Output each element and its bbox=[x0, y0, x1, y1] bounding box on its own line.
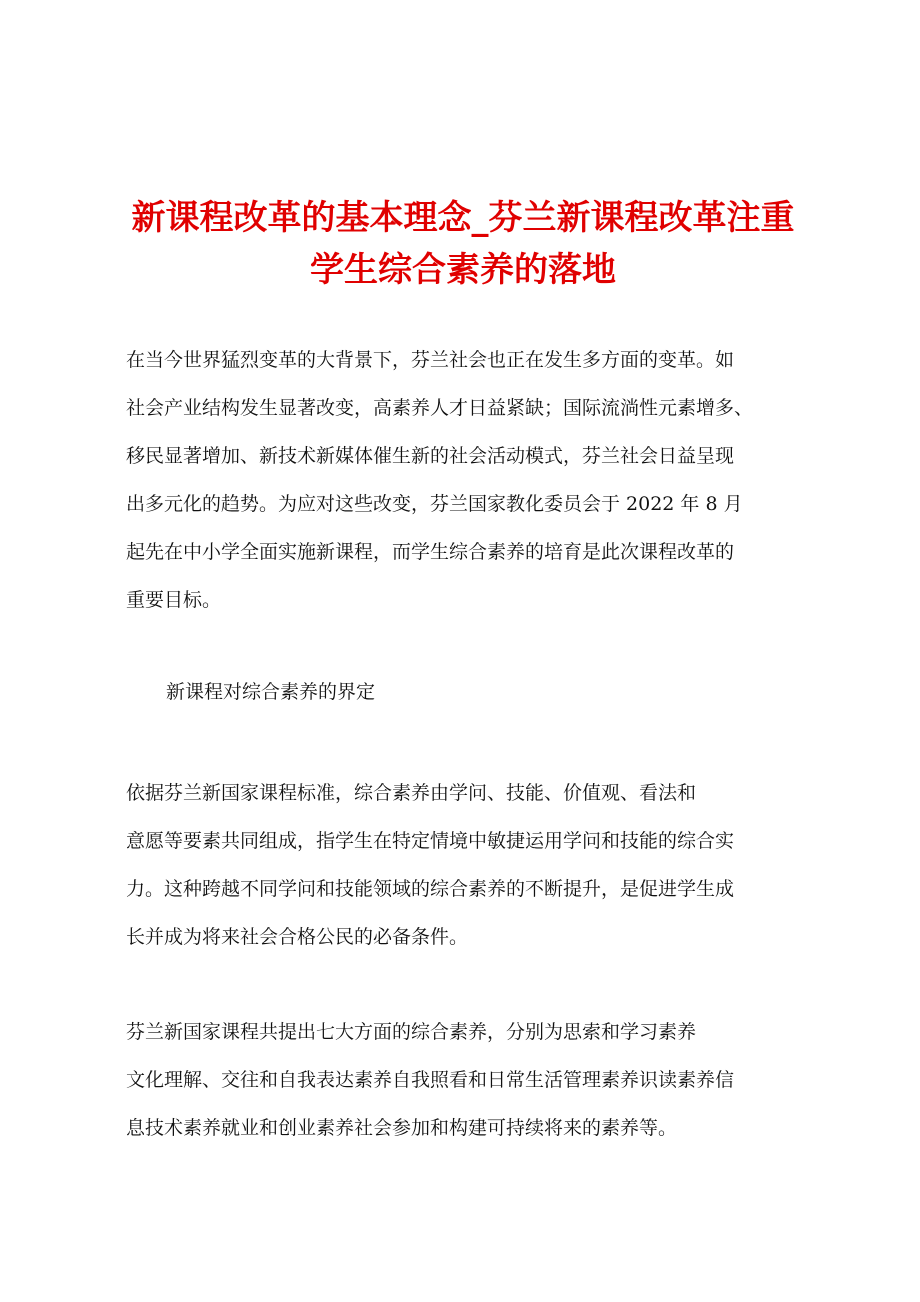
paragraph-line: 社会产业结构发生显著改变，高素养人才日益紧缺；国际流淌性元素增多、 bbox=[126, 397, 754, 419]
section-heading: 新课程对综合素养的界定 bbox=[166, 681, 376, 703]
paragraph-line: 意愿等要素共同组成，指学生在特定情境中敏捷运用学问和技能的综合实 bbox=[126, 830, 735, 852]
title-line: 学生综合素养的落地 bbox=[310, 250, 616, 290]
document-title bbox=[118, 192, 808, 296]
paragraph-line: 息技术素养就业和创业素养社会参加和构建可持续将来的素养等。 bbox=[126, 1117, 678, 1139]
paragraph-line: 力。这种跨越不同学问和技能领域的综合素养的不断提升，是促进学生成 bbox=[126, 878, 735, 900]
paragraph-line: 依据芬兰新国家课程标准，综合素养由学问、技能、价值观、看法和 bbox=[126, 782, 697, 804]
paragraph-line: 芬兰新国家课程共提出七大方面的综合素养，分别为思索和学习素养 bbox=[126, 1021, 697, 1043]
paragraph-line: 文化理解、交往和自我表达素养自我照看和日常生活管理素养识读素养信 bbox=[126, 1069, 735, 1091]
title-line: 新课程改革的基本理念_芬兰新课程改革注重 bbox=[131, 198, 795, 238]
paragraph-line: 重要目标。 bbox=[126, 589, 222, 611]
intro-paragraph bbox=[126, 336, 802, 624]
paragraph-line: 起先在中小学全面实施新课程，而学生综合素养的培育是此次课程改革的 bbox=[126, 541, 735, 563]
definition-paragraph bbox=[126, 769, 802, 961]
paragraph-line: 长并成为将来社会合格公民的必备条件。 bbox=[126, 926, 469, 948]
paragraph-line: 在当今世界猛烈变革的大背景下，芬兰社会也正在发生多方面的变革。如 bbox=[126, 349, 735, 371]
paragraph-line: 移民显著增加、新技术新媒体催生新的社会活动模式，芬兰社会日益呈现 bbox=[126, 445, 735, 467]
competencies-paragraph bbox=[126, 1008, 802, 1152]
paragraph-line: 出多元化的趋势。为应对这些改变，芬兰国家教化委员会于 2022 年 8 月 bbox=[126, 493, 743, 515]
